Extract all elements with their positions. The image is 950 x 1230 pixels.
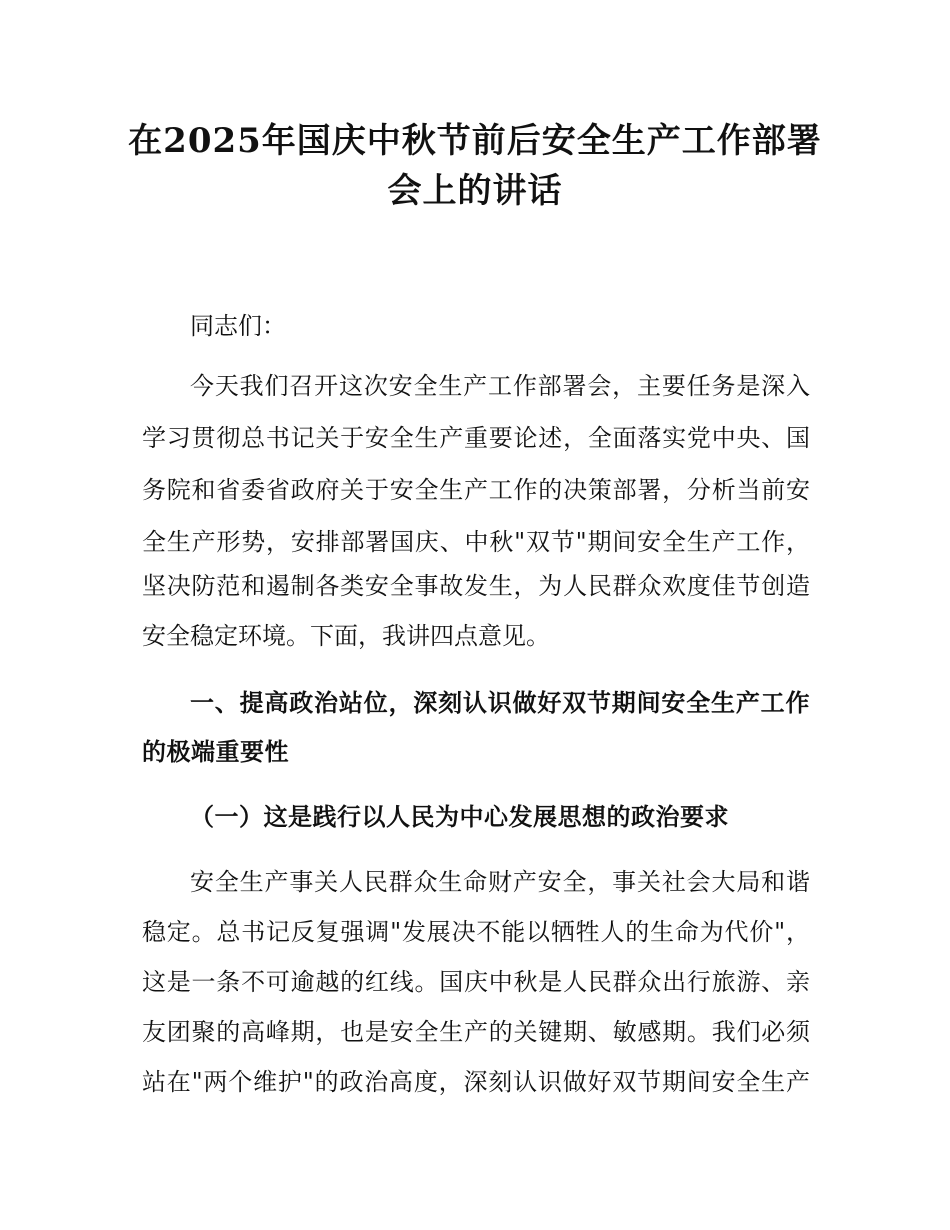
body-paragraph-line: 这是一条不可逾越的红线。国庆中秋是人民群众出行旅游、亲 — [142, 968, 810, 996]
document-title — [100, 116, 850, 216]
subsection-heading-1: （一）这是践行以人民为中心发展思想的政治要求 — [190, 803, 729, 831]
body-paragraph-line: 安全生产事关人民群众生命财产安全，事关社会大局和谐 — [190, 868, 810, 896]
title-line-2: 会上的讲话 — [387, 171, 563, 211]
body-paragraph-line: 站在"两个维护"的政治高度，深刻认识做好双节期间安全生产 — [142, 1068, 810, 1096]
intro-paragraph-line: 务院和省委省政府关于安全生产工作的决策部署，分析当前安 — [142, 476, 810, 504]
intro-paragraph-line: 坚决防范和遏制各类安全事故发生，为人民群众欢度佳节创造 — [142, 572, 810, 600]
body-paragraph-line: 稳定。总书记反复强调"发展决不能以牺牲人的生命为代价"， — [142, 918, 810, 946]
section-heading-1-cont: 的极端重要性 — [142, 738, 289, 766]
body-paragraph-line: 友团聚的高峰期，也是安全生产的关键期、敏感期。我们必须 — [142, 1018, 810, 1046]
intro-paragraph-line: 全生产形势，安排部署国庆、中秋"双节"期间安全生产工作， — [142, 528, 810, 556]
intro-paragraph-line: 安全稳定环境。下面，我讲四点意见。 — [142, 622, 550, 650]
title-line-1: 在2025年国庆中秋节前后安全生产工作部署 — [128, 121, 822, 161]
salutation: 同志们： — [190, 312, 286, 340]
intro-paragraph-line: 今天我们召开这次安全生产工作部署会，主要任务是深入 — [190, 372, 810, 400]
intro-paragraph-line: 学习贯彻总书记关于安全生产重要论述，全面落实党中央、国 — [142, 424, 810, 452]
section-heading-1: 一、提高政治站位，深刻认识做好双节期间安全生产工作 — [190, 689, 810, 717]
